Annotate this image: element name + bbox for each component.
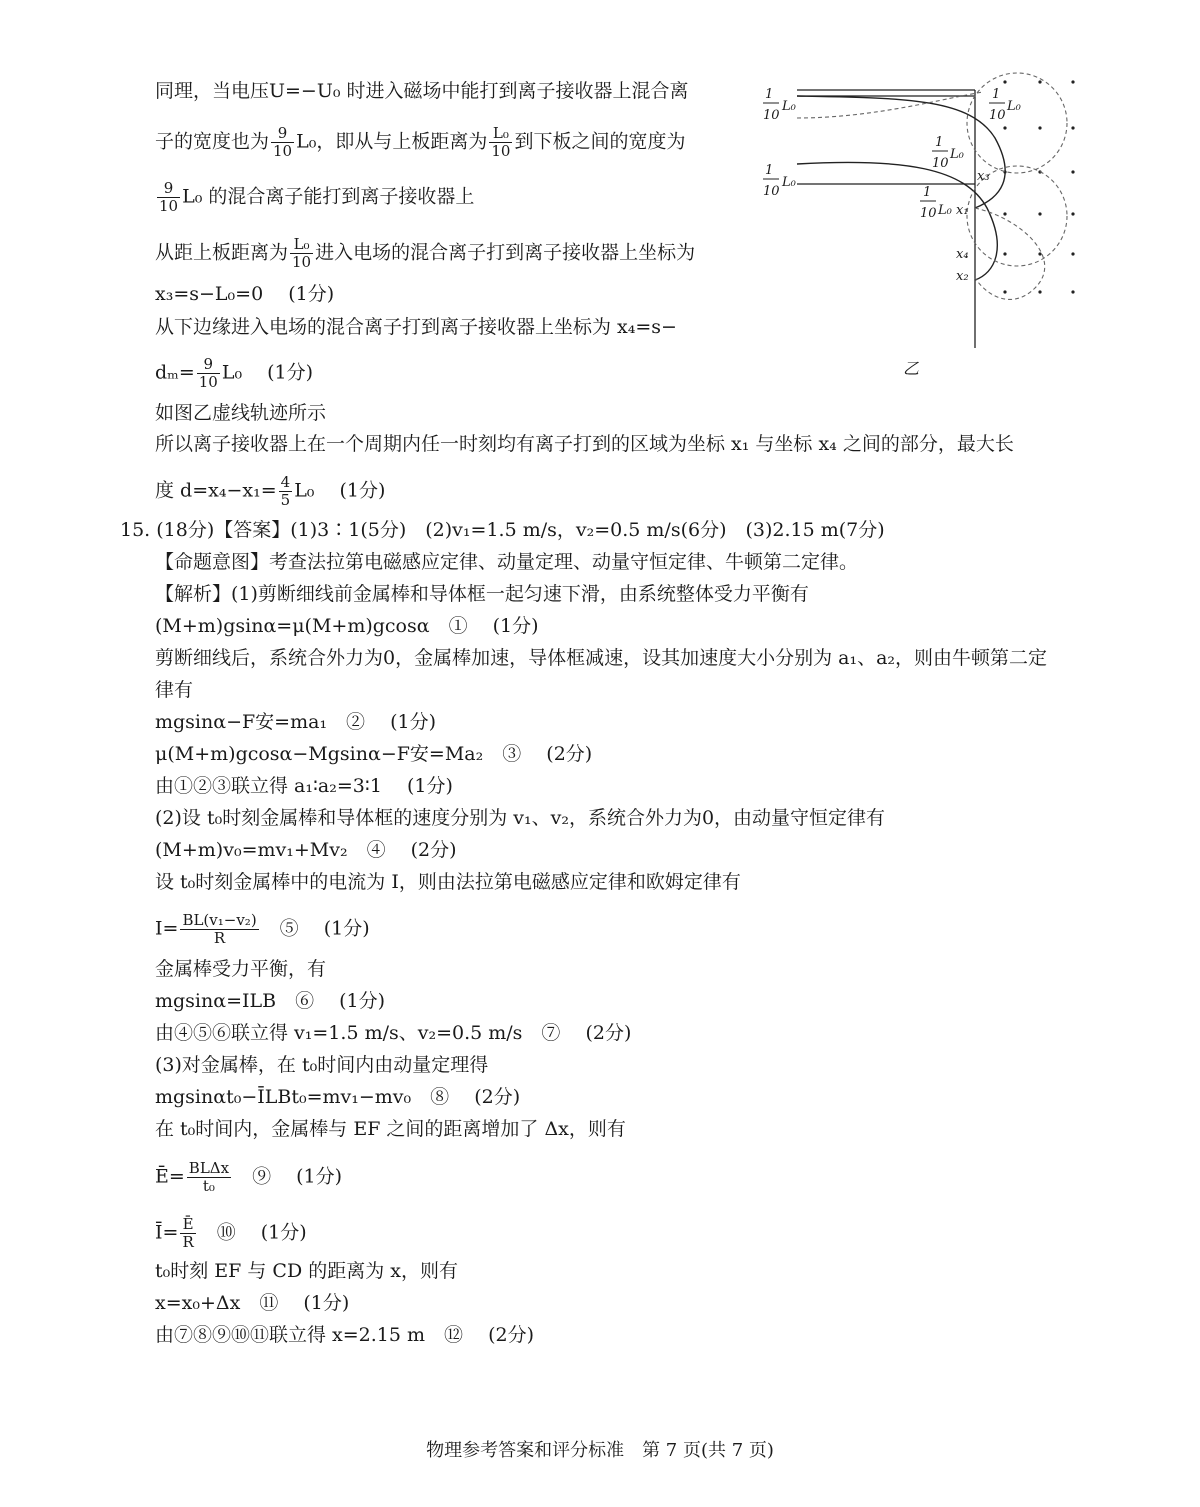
equation-line: [155, 1216, 307, 1251]
fraction-denominator: 10: [273, 142, 293, 160]
equation-line: x=x₀+Δx ⑪ (1分): [155, 1292, 350, 1314]
fraction: [180, 912, 258, 947]
label-frac-num: 1: [765, 163, 774, 178]
equation-line: 由⑦⑧⑨⑩⑪联立得 x=2.15 m ⑫ (2分): [155, 1324, 534, 1346]
text-run: 从距上板距离为: [155, 241, 289, 264]
text-run: L₀ (1分): [294, 479, 386, 502]
fraction: [271, 125, 294, 160]
text-run: ⑨ (1分): [233, 1165, 343, 1188]
text-line: t₀时刻 EF 与 CD 的距离为 x，则有: [155, 1260, 458, 1282]
fraction-denominator: R: [182, 1233, 194, 1251]
figure-labels: [763, 87, 1022, 378]
fraction: [180, 1216, 195, 1251]
text-line: [155, 236, 695, 271]
label-frac-den: 10: [763, 108, 780, 123]
text-line: 剪断细线后，系统合外力为0，金属棒加速，导体框减速，设其加速度大小分别为 a₁、a₂，则由牛顿第二定: [155, 647, 1048, 669]
text-line: [155, 125, 685, 160]
fraction: [157, 180, 180, 215]
fraction-denominator: 10: [491, 142, 511, 160]
text-line: 【命题意图】考查法拉第电磁感应定律、动量定理、动量守恒定律、牛顿第二定律。: [155, 551, 859, 573]
answer-heading: 15. (18分)【答案】(1)3∶1(5分) (2)v₁=1.5 m/s，v₂=0.5 m/s(6分) (3)2.15 m(7分): [120, 519, 885, 541]
label-frac-den: 10: [920, 206, 937, 221]
text-run: L₀，即从与上板距离为: [296, 130, 488, 153]
text-line: x₃=s−L₀=0 (1分): [155, 283, 335, 305]
label-frac-num: 1: [935, 135, 944, 150]
equation-line: mgsinα−F安=ma₁ ② (1分): [155, 711, 437, 733]
label-frac-den: 10: [763, 184, 780, 199]
fraction-numerator: Ē: [180, 1216, 195, 1234]
text-run: I=: [155, 917, 179, 940]
label-L0: L₀: [938, 203, 952, 218]
fraction-numerator: L₀: [489, 125, 512, 143]
text-line: 【解析】(1)剪断细线前金属棒和导体框一起匀速下滑，由系统整体受力平衡有: [155, 583, 809, 605]
equation-line: mgsinα=ILB ⑥ (1分): [155, 990, 386, 1012]
trajectory-figure: [755, 68, 1090, 388]
fraction-denominator: 10: [198, 373, 218, 391]
label-x4: x₄: [956, 247, 969, 262]
text-run: 子的宽度也为: [155, 130, 270, 153]
fraction-numerator: 9: [157, 180, 180, 198]
text-line: (3)对金属棒，在 t₀时间内由动量定理得: [155, 1054, 489, 1076]
label-L0: L₀: [1007, 99, 1021, 114]
equation-line: (M+m)v₀=mv₁+Mv₂ ④ (2分): [155, 839, 457, 861]
fraction-numerator: BL(v₁−v₂): [182, 911, 257, 929]
text-line: [155, 474, 385, 509]
equation-line: 由④⑤⑥联立得 v₁=1.5 m/s、v₂=0.5 m/s ⑦ (2分): [155, 1022, 632, 1044]
label-frac-den: 10: [932, 156, 949, 171]
fraction-numerator: 9: [271, 125, 294, 143]
label-frac-den: 10: [989, 108, 1006, 123]
equation-line: 由①②③联立得 a₁∶a₂=3∶1 (1分): [155, 775, 453, 797]
text-run: 进入电场的混合离子打到离子接收器上坐标为: [315, 241, 696, 264]
label-L0: L₀: [782, 99, 796, 114]
text-run: dₘ=: [155, 361, 195, 384]
text-run: ⑤ (1分): [260, 917, 370, 940]
text-line: 在 t₀时间内，金属棒与 EF 之间的距离增加了 Δx，则有: [155, 1118, 626, 1140]
text-run: Ī=: [155, 1221, 179, 1244]
text-run: 度 d=x₄−x₁=: [155, 479, 277, 502]
fraction: [489, 125, 512, 160]
equation-line: mgsinαt₀−ĪLBt₀=mv₁−mv₀ ⑧ (2分): [155, 1086, 521, 1108]
text-run: L₀ (1分): [221, 361, 314, 384]
fraction-numerator: 9: [197, 356, 220, 374]
text-run: ⑩ (1分): [197, 1221, 307, 1244]
text-line: (2)设 t₀时刻金属棒和导体框的速度分别为 v₁、v₂，系统合外力为0，由动量守恒定律有: [155, 807, 886, 829]
fraction-denominator: 10: [159, 197, 179, 215]
text-run: L₀ 的混合离子能打到离子接收器上: [182, 185, 475, 208]
fraction-numerator: L₀: [290, 236, 313, 254]
fraction: [290, 236, 313, 271]
text-line: 律有: [155, 679, 194, 701]
text-line: 所以离子接收器上在一个周期内任一时刻均有离子打到的区域为坐标 x₁ 与坐标 x₄ 之间的部分，最大长: [155, 433, 1014, 455]
text-line: 金属棒受力平衡，有: [155, 958, 327, 980]
fraction-numerator: 4: [280, 473, 291, 491]
text-run: Ē=: [155, 1165, 185, 1188]
label-frac-num: 1: [765, 87, 774, 102]
label-x1: x₁: [956, 203, 969, 218]
text-line: 设 t₀时刻金属棒中的电流为 I，则由法拉第电磁感应定律和欧姆定律有: [155, 871, 741, 893]
equation-line: μ(M+m)gcosα−Mgsinα−F安=Ma₂ ③ (2分): [155, 743, 593, 765]
fraction-numerator: BLΔx: [188, 1159, 230, 1177]
fraction-denominator: 10: [292, 253, 312, 271]
dashed-trajectories: [797, 73, 1067, 299]
text-line: 从下边缘进入电场的混合离子打到离子接收器上坐标为 x₄=s−: [155, 316, 677, 338]
figure-caption: 乙: [903, 359, 920, 378]
text-line: 同理，当电压U=−U₀ 时进入磁场中能打到离子接收器上混合离: [155, 80, 689, 102]
page-footer: 物理参考答案和评分标准 第 7 页(共 7 页): [426, 1440, 774, 1461]
label-L0: L₀: [950, 147, 964, 162]
plates: [797, 90, 975, 348]
equation-line: [155, 912, 370, 947]
fraction-denominator: 5: [280, 491, 291, 509]
label-x3: x₃: [977, 169, 990, 184]
label-frac-num: 1: [992, 87, 1001, 102]
text-line: 如图乙虚线轨迹所示: [155, 402, 327, 424]
label-frac-num: 1: [923, 185, 932, 200]
label-x2: x₂: [956, 269, 969, 284]
fraction-denominator: R: [213, 929, 226, 947]
equation-line: [155, 1160, 342, 1195]
fraction: [279, 474, 293, 509]
fraction: [197, 356, 220, 391]
equation-line: (M+m)gsinα=μ(M+m)gcosα ① (1分): [155, 615, 539, 637]
text-line: [155, 180, 474, 215]
solid-trajectories: [797, 96, 1005, 280]
text-run: 到下板之间的宽度为: [514, 130, 686, 153]
fraction-denominator: t₀: [202, 1177, 215, 1195]
label-L0: L₀: [782, 175, 796, 190]
text-line: [155, 356, 313, 391]
fraction: [187, 1160, 231, 1195]
